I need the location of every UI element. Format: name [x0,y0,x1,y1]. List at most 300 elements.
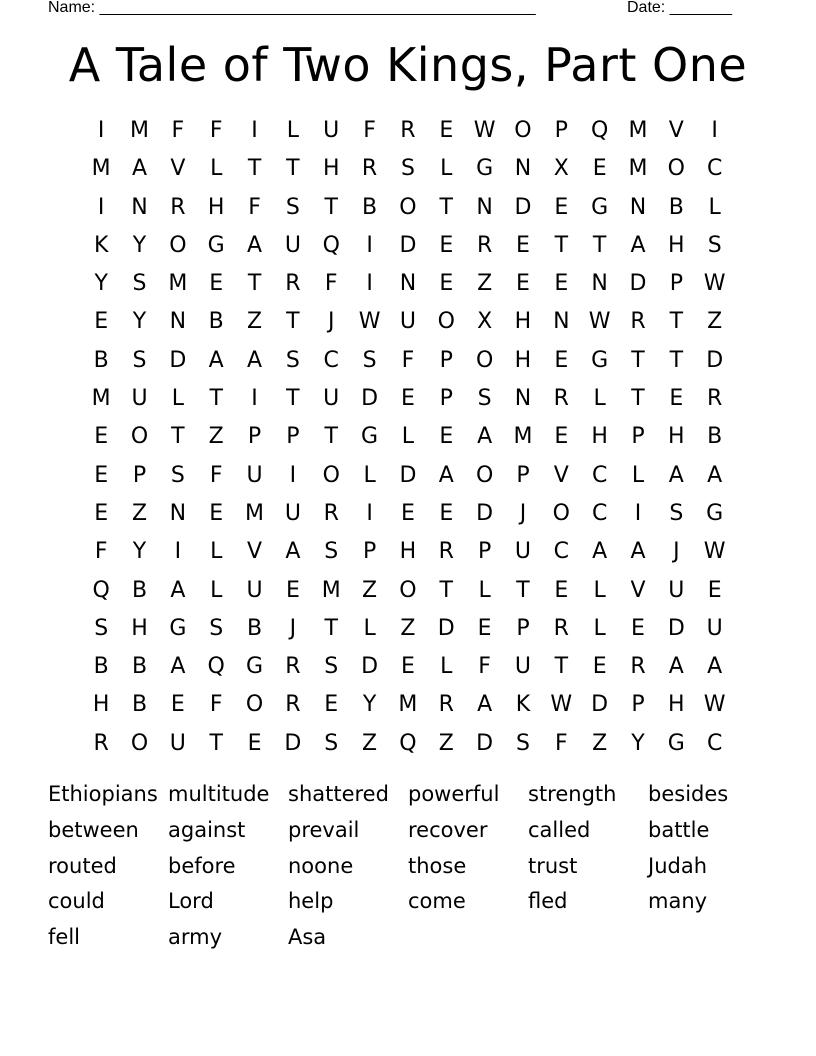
grid-letter[interactable]: A [208,347,224,373]
grid-letter[interactable]: D [629,271,647,297]
grid-letter[interactable]: P [477,539,492,565]
grid-letter[interactable]: G [207,232,225,258]
grid-letter[interactable]: E [439,271,454,297]
grid-letter[interactable]: O [552,500,570,526]
grid-letter[interactable]: L [210,539,223,565]
grid-letter[interactable]: O [475,462,494,488]
grid-letter[interactable]: T [439,577,453,603]
grid-letter[interactable]: A [285,539,301,565]
grid-row [82,150,734,188]
grid-letter[interactable]: M [398,692,418,718]
grid-letter[interactable]: R [285,692,301,718]
grid-letter[interactable]: L [708,194,721,220]
grid-letter[interactable]: Y [362,692,377,718]
grid-letter[interactable]: E [669,386,684,412]
grid-letter[interactable]: X [553,156,569,182]
grid-letter[interactable]: W [473,118,496,143]
grid-row [82,610,734,648]
grid-letter[interactable]: F [94,539,108,565]
grid-letter[interactable]: G [591,347,609,373]
grid-letter[interactable]: Z [707,309,723,335]
grid-letter[interactable]: T [324,194,338,220]
grid-letter[interactable]: I [97,118,105,143]
grid-letter[interactable]: E [400,654,415,680]
grid-letter[interactable]: D [284,730,302,756]
grid-letter[interactable]: G [667,730,685,756]
grid-letter[interactable]: T [592,232,607,258]
grid-letter[interactable]: O [245,692,264,718]
grid-letter[interactable]: S [400,156,415,182]
grid-letter[interactable]: L [210,577,223,603]
grid-letter[interactable]: I [366,500,373,526]
grid-letter[interactable]: T [286,386,300,412]
grid-letter[interactable]: G [361,424,379,450]
grid-letter[interactable]: S [132,347,147,373]
grid-letter[interactable]: U [284,232,301,258]
grid-letter[interactable]: D [476,730,494,756]
grid-letter[interactable]: O [437,309,455,335]
grid-letter[interactable]: Y [631,730,645,756]
grid-letter[interactable]: T [516,577,530,603]
grid-letter[interactable]: O [475,347,494,373]
grid-letter[interactable]: E [631,615,645,641]
grid-letter[interactable]: B [362,194,378,220]
grid-letter[interactable]: G [476,156,494,182]
grid-letter[interactable]: Q [92,577,110,603]
grid-letter[interactable]: T [286,156,300,182]
grid-letter[interactable]: N [514,156,532,182]
grid-letter[interactable]: W [703,692,726,718]
grid-letter[interactable]: H [92,692,110,718]
grid-letter[interactable]: T [631,347,645,373]
grid-letter[interactable]: Y [132,539,147,565]
grid-letter[interactable]: D [399,232,417,258]
grid-letter[interactable]: L [593,615,606,641]
grid-letter[interactable]: Z [477,271,493,297]
grid-letter[interactable]: T [554,654,569,680]
grid-letter[interactable]: R [323,500,339,526]
grid-letter[interactable]: B [93,347,109,373]
grid-letter[interactable]: S [94,615,109,641]
grid-letter[interactable]: K [93,232,109,258]
grid-letter[interactable]: J [673,539,680,565]
grid-letter[interactable]: I [711,118,718,143]
grid-letter[interactable]: X [477,309,493,335]
grid-letter[interactable]: G [246,654,264,680]
grid-letter[interactable]: L [593,577,606,603]
grid-letter[interactable]: O [130,424,149,450]
grid-letter[interactable]: T [631,386,645,412]
grid-letter[interactable]: S [132,271,147,297]
grid-letter[interactable]: A [247,347,263,373]
grid-letter[interactable]: U [706,615,723,641]
grid-letter[interactable]: R [438,692,454,718]
grid-letter[interactable]: H [514,347,532,373]
grid-letter[interactable]: F [478,654,491,680]
grid-letter[interactable]: E [554,347,569,373]
grid-letter[interactable]: E [94,424,109,450]
grid-letter[interactable]: L [440,654,453,680]
grid-letter[interactable]: S [324,730,339,756]
grid-letter[interactable]: E [554,424,569,450]
grid-letter[interactable]: E [324,692,339,718]
grid-letter[interactable]: W [588,309,611,335]
grid-letter[interactable]: A [477,424,493,450]
grid-letter[interactable]: A [592,539,608,565]
grid-letter[interactable]: U [668,577,685,603]
grid-letter[interactable]: E [554,194,569,220]
grid-letter[interactable]: B [208,309,224,335]
letter-grid [82,112,734,763]
grid-letter[interactable]: R [93,730,109,756]
grid-letter[interactable]: Q [207,654,225,680]
grid-letter[interactable]: L [401,424,415,450]
grid-letter[interactable]: N [131,194,148,220]
grid-letter[interactable]: B [247,615,263,641]
grid-letter[interactable]: L [440,156,453,182]
grid-letter[interactable]: K [515,692,531,718]
grid-letter[interactable]: Z [208,424,224,450]
grid-letter[interactable]: P [554,118,568,143]
grid-letter[interactable]: S [669,500,684,526]
grid-letter[interactable]: I [366,271,373,297]
grid-letter[interactable]: M [628,156,648,182]
grid-letter[interactable]: C [706,730,723,756]
date-field-line[interactable]: Date: _______ [627,0,732,16]
grid-letter[interactable]: T [669,309,684,335]
grid-letter[interactable]: B [131,692,148,718]
grid-letter[interactable]: S [209,615,224,641]
grid-letter[interactable]: R [630,309,646,335]
grid-letter[interactable]: Z [438,730,454,756]
grid-letter[interactable]: S [477,386,492,412]
grid-letter[interactable]: A [707,462,723,488]
grid-letter[interactable]: D [667,615,685,641]
grid-letter[interactable]: E [209,271,224,297]
grid-letter[interactable]: L [363,462,376,488]
grid-letter[interactable]: N [591,271,608,297]
grid-letter[interactable]: A [131,156,148,182]
grid-letter[interactable]: Y [132,309,147,335]
grid-letter[interactable]: A [668,462,684,488]
grid-letter[interactable]: R [438,539,454,565]
grid-letter[interactable]: W [703,539,726,565]
grid-letter[interactable]: R [553,615,569,641]
grid-letter[interactable]: C [706,156,723,182]
grid-letter[interactable]: I [251,386,258,412]
grid-letter[interactable]: S [362,347,377,373]
grid-letter[interactable]: M [245,500,265,526]
grid-letter[interactable]: T [286,309,300,335]
grid-letter[interactable]: R [285,654,301,680]
grid-letter[interactable]: U [514,654,531,680]
grid-letter[interactable]: E [285,577,300,603]
grid-letter[interactable]: Z [400,615,416,641]
grid-letter[interactable]: U [169,730,186,756]
grid-letter[interactable]: P [247,424,262,450]
grid-letter[interactable]: R [285,271,301,297]
grid-letter[interactable]: L [363,615,376,641]
grid-letter[interactable]: R [361,156,378,182]
grid-letter[interactable]: D [169,347,187,373]
grid-letter[interactable]: Z [362,730,378,756]
grid-letter[interactable]: A [668,654,684,680]
grid-letter[interactable]: B [93,654,109,680]
grid-letter[interactable]: P [439,347,453,373]
grid-letter[interactable]: L [478,577,491,603]
grid-letter[interactable]: V [247,539,263,565]
grid-letter[interactable]: U [131,386,148,412]
grid-letter[interactable]: E [592,654,607,680]
grid-letter[interactable]: F [248,194,261,220]
grid-letter[interactable]: M [513,424,533,450]
grid-letter[interactable]: G [591,194,609,220]
grid-letter[interactable]: T [324,615,338,641]
grid-letter[interactable]: O [169,232,187,258]
grid-letter[interactable]: E [94,309,109,335]
grid-letter[interactable]: I [97,194,105,220]
grid-letter[interactable]: D [591,692,609,718]
grid-letter[interactable]: M [321,577,341,603]
grid-letter[interactable]: V [170,156,186,182]
grid-letter[interactable]: J [327,309,335,335]
grid-letter[interactable]: M [168,271,188,297]
grid-letter[interactable]: E [554,577,569,603]
grid-letter[interactable]: S [170,462,185,488]
grid-letter[interactable]: D [437,615,455,641]
grid-letter[interactable]: E [439,424,454,450]
grid-letter[interactable]: O [322,462,340,488]
grid-letter[interactable]: O [399,194,417,220]
grid-letter[interactable]: E [439,118,454,143]
grid-letter[interactable]: Z [131,500,148,526]
grid-letter[interactable]: A [477,692,493,718]
grid-letter[interactable]: J [289,615,297,641]
grid-letter[interactable]: H [668,424,685,450]
grid-letter[interactable]: S [285,194,300,220]
grid-letter[interactable]: O [667,156,685,182]
grid-letter[interactable]: N [476,194,493,220]
grid-letter[interactable]: M [130,118,149,143]
grid-letter[interactable]: I [289,462,297,488]
grid-letter[interactable]: H [668,232,685,258]
grid-letter[interactable]: V [630,577,646,603]
grid-letter[interactable]: D [361,386,379,412]
grid-letter[interactable]: Y [132,232,147,258]
grid-letter[interactable]: M [91,156,111,182]
grid-letter[interactable]: Y [94,271,108,297]
grid-letter[interactable]: C [323,347,339,373]
grid-letter[interactable]: W [358,309,381,335]
grid-letter[interactable]: S [324,654,339,680]
word-list-item: army [168,925,223,949]
grid-letter[interactable]: L [593,386,606,412]
grid-letter[interactable]: J [519,500,527,526]
grid-letter[interactable]: Z [362,577,378,603]
grid-letter[interactable]: F [363,118,376,143]
grid-letter[interactable]: O [399,577,417,603]
grid-letter[interactable]: H [399,539,417,565]
grid-letter[interactable]: C [591,462,608,488]
grid-letter[interactable]: P [516,462,530,488]
grid-letter[interactable]: N [169,309,187,335]
grid-letter[interactable]: F [171,118,185,143]
grid-letter[interactable]: P [439,386,453,412]
grid-letter[interactable]: C [553,539,569,565]
grid-letter[interactable]: H [591,424,608,450]
grid-letter[interactable]: O [514,118,532,143]
grid-letter[interactable]: F [209,118,223,143]
grid-letter[interactable]: F [554,730,568,756]
grid-letter[interactable]: M [628,118,648,143]
grid-letter[interactable]: V [553,462,569,488]
grid-letter[interactable]: S [707,232,722,258]
grid-letter[interactable]: U [323,386,340,412]
grid-letter[interactable]: P [631,424,645,450]
grid-letter[interactable]: E [477,615,492,641]
grid-letter[interactable]: E [592,156,607,182]
grid-letter[interactable]: T [247,271,262,297]
grid-letter[interactable]: D [361,654,379,680]
grid-letter[interactable]: Z [592,730,608,756]
grid-letter[interactable]: N [399,271,417,297]
grid-letter[interactable]: U [323,118,340,143]
grid-letter[interactable]: D [476,500,494,526]
grid-letter[interactable]: H [131,615,148,641]
grid-letter[interactable]: H [207,194,225,220]
grid-letter[interactable]: I [634,500,642,526]
grid-letter[interactable]: Q [399,730,417,756]
grid-letter[interactable]: T [209,730,223,756]
grid-letter[interactable]: L [171,386,184,412]
grid-letter[interactable]: A [247,232,263,258]
grid-letter[interactable]: E [439,232,454,258]
grid-letter[interactable]: U [246,577,263,603]
grid-letter[interactable]: S [324,539,339,565]
grid-letter[interactable]: R [553,386,569,412]
grid-letter[interactable]: R [170,194,186,220]
grid-letter[interactable]: F [209,462,223,488]
grid-letter[interactable]: Q [590,118,609,143]
grid-letter[interactable]: E [400,500,415,526]
grid-letter[interactable]: T [247,156,262,182]
grid-letter[interactable]: Q [322,232,340,258]
grid-letter[interactable]: F [324,271,338,297]
grid-letter[interactable]: A [707,654,723,680]
grid-letter[interactable]: E [707,577,722,603]
grid-letter[interactable]: P [286,424,300,450]
grid-letter[interactable]: R [707,386,723,412]
grid-letter[interactable]: D [706,347,724,373]
grid-letter[interactable]: B [131,654,148,680]
grid-row [82,725,734,763]
grid-letter[interactable]: E [439,500,454,526]
grid-letter[interactable]: N [169,500,187,526]
grid-letter[interactable]: D [514,194,532,220]
grid-letter[interactable]: E [94,462,109,488]
grid-letter[interactable]: P [132,462,147,488]
grid-letter[interactable]: U [399,309,416,335]
grid-letter[interactable]: T [669,347,684,373]
grid-letter[interactable]: V [668,118,684,143]
grid-letter[interactable]: E [170,692,185,718]
grid-letter[interactable]: B [131,577,148,603]
grid-letter[interactable]: E [94,500,109,526]
name-field-line[interactable]: Name: _________________________________________________ [48,0,536,16]
grid-letter[interactable]: E [209,500,224,526]
grid-letter[interactable]: E [554,271,569,297]
grid-letter[interactable]: D [399,462,417,488]
grid-letter[interactable]: A [630,232,646,258]
grid-letter[interactable]: P [362,539,377,565]
grid-letter[interactable]: E [516,232,530,258]
grid-letter[interactable]: B [707,424,723,450]
grid-letter[interactable]: T [171,424,185,450]
grid-letter[interactable]: R [400,118,416,143]
grid-letter[interactable]: P [516,615,530,641]
grid-letter[interactable]: S [515,730,530,756]
grid-letter[interactable]: L [631,462,645,488]
grid-letter[interactable]: I [174,539,182,565]
grid-letter[interactable]: T [209,386,223,412]
grid-letter[interactable]: F [209,692,223,718]
grid-letter[interactable]: L [210,156,223,182]
grid-letter[interactable]: H [514,309,532,335]
grid-letter[interactable]: C [591,500,608,526]
grid-letter[interactable]: T [439,194,453,220]
grid-letter[interactable]: B [668,194,684,220]
grid-letter[interactable]: U [246,462,263,488]
grid-letter[interactable]: R [630,654,646,680]
word-list-item: those [408,853,467,878]
grid-letter[interactable]: M [91,386,111,412]
grid-letter[interactable]: O [130,730,149,756]
grid-row [82,265,734,303]
grid-letter[interactable]: A [170,654,186,680]
grid-letter[interactable]: H [668,692,685,718]
grid-letter[interactable]: H [322,156,340,182]
grid-letter[interactable]: A [170,577,186,603]
grid-letter[interactable]: P [669,271,683,297]
grid-letter[interactable]: E [516,271,530,297]
grid-letter[interactable]: P [631,692,645,718]
grid-letter[interactable]: I [251,118,258,143]
grid-letter[interactable]: A [438,462,454,488]
grid-letter[interactable]: S [285,347,300,373]
grid-row [82,495,734,533]
grid-letter[interactable]: N [629,194,647,220]
grid-letter[interactable]: I [366,232,373,258]
grid-letter[interactable]: W [703,271,726,297]
grid-letter[interactable]: R [476,232,493,258]
grid-letter[interactable]: E [247,730,262,756]
grid-letter[interactable]: N [514,386,532,412]
grid-letter[interactable]: W [550,692,573,718]
grid-letter[interactable]: Z [247,309,263,335]
grid-letter[interactable]: E [400,386,415,412]
grid-letter[interactable]: L [286,118,300,143]
grid-letter[interactable]: A [630,539,646,565]
grid-row [82,112,734,150]
grid-letter[interactable]: T [554,232,569,258]
grid-letter[interactable]: N [553,309,570,335]
grid-letter[interactable]: F [401,347,415,373]
grid-letter[interactable]: T [324,424,338,450]
grid-letter[interactable]: U [514,539,531,565]
grid-letter[interactable]: G [706,500,724,526]
grid-letter[interactable]: G [169,615,187,641]
grid-letter[interactable]: U [284,500,301,526]
